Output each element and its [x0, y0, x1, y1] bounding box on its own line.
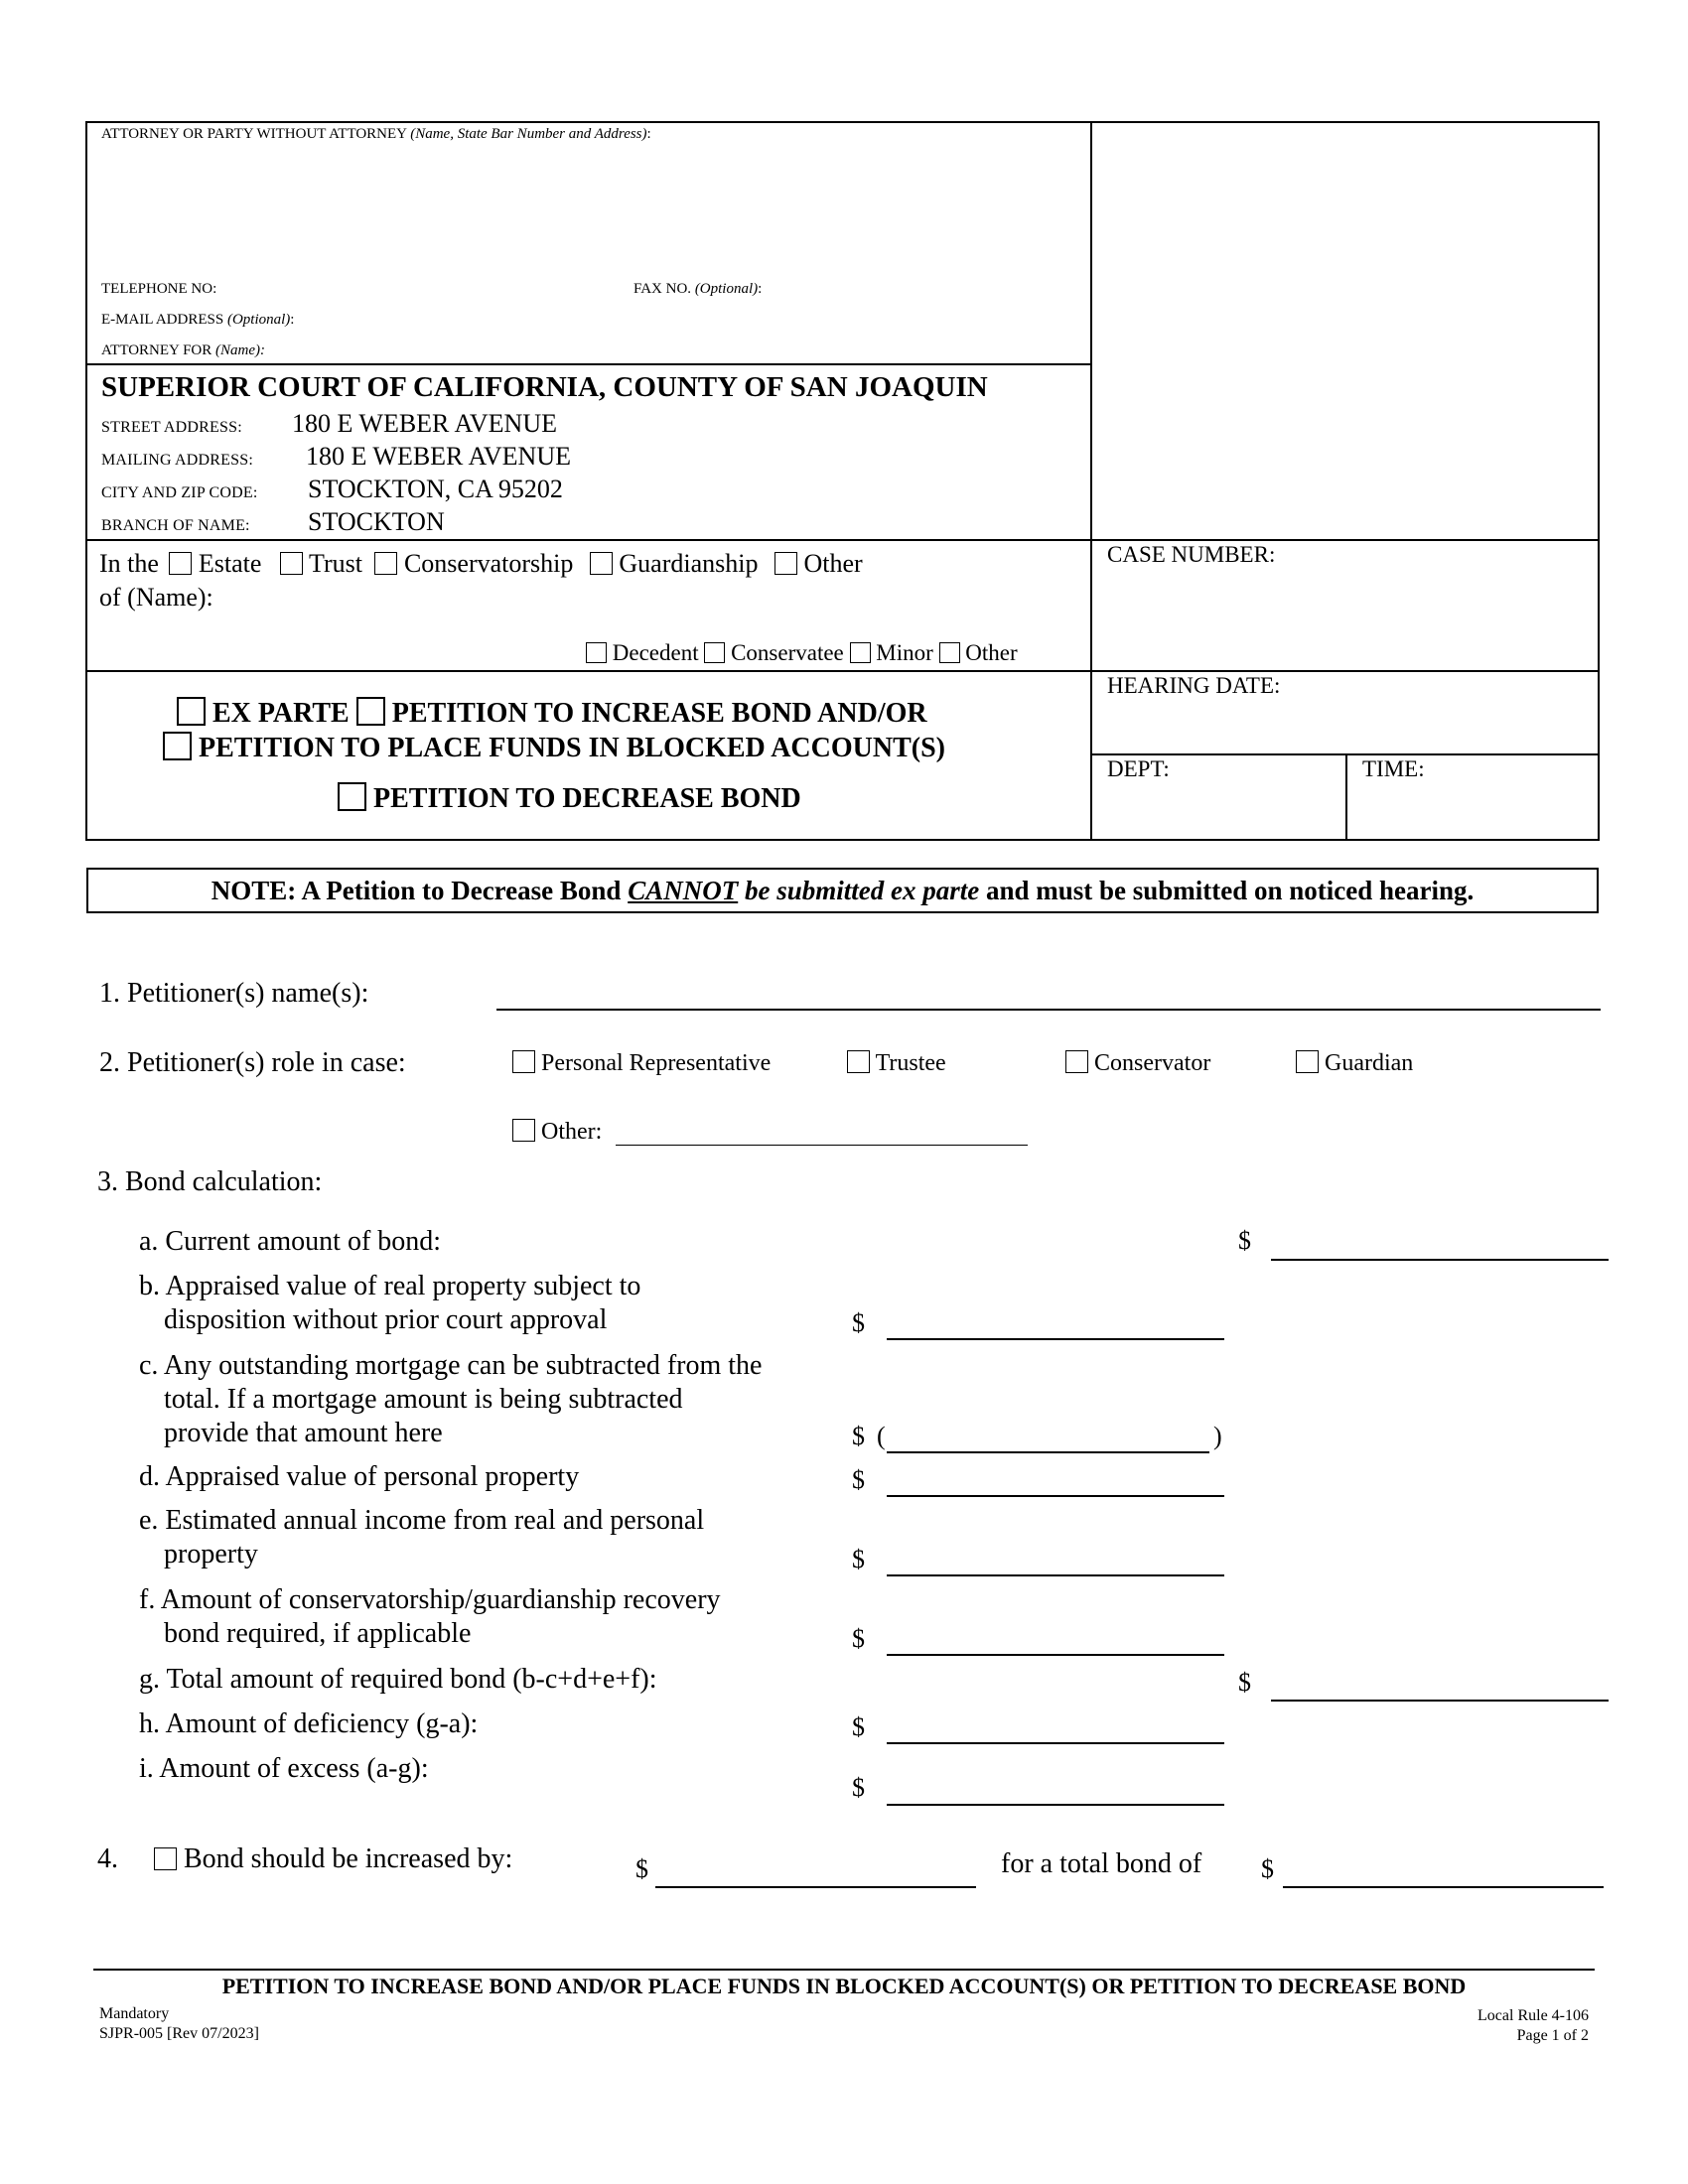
calc-i-line[interactable] [887, 1804, 1224, 1806]
calc-h-line[interactable] [887, 1742, 1224, 1744]
increase-bond-checkbox[interactable] [356, 697, 385, 726]
footer-rule [93, 1969, 1595, 1971]
trustee-checkbox[interactable] [847, 1050, 870, 1073]
role-trustee: Trustee [847, 1050, 946, 1077]
item-4-total-label: for a total bond of [1001, 1848, 1202, 1879]
petition-title-row-2: PETITION TO PLACE FUNDS IN BLOCKED ACCOUNT(S) [163, 732, 945, 764]
item-3-label: 3. Bond calculation: [97, 1166, 323, 1197]
footer-local-rule: Local Rule 4-106 [1477, 2007, 1589, 2024]
calc-b-label-2: disposition without prior court approval [164, 1304, 608, 1335]
guardianship-checkbox[interactable] [590, 552, 613, 575]
bond-increase-checkbox[interactable] [154, 1847, 177, 1870]
calc-c-label-3: provide that amount here [164, 1418, 443, 1448]
role-guardian: Guardian [1296, 1050, 1413, 1077]
item-2-label: 2. Petitioner(s) role in case: [99, 1047, 406, 1078]
total-bond-line[interactable] [1283, 1886, 1604, 1888]
hearing-date-label: HEARING DATE: [1107, 673, 1281, 698]
calc-f-line[interactable] [887, 1654, 1224, 1656]
increase-amount-line[interactable] [655, 1886, 976, 1888]
ex-parte-checkbox[interactable] [177, 697, 206, 726]
minor-checkbox[interactable] [850, 642, 871, 663]
estate-checkbox[interactable] [169, 552, 192, 575]
calc-c-label-1: c. Any outstanding mortgage can be subtracted from the [139, 1350, 763, 1381]
calc-h-dollar: $ [852, 1712, 865, 1741]
item-4-dollar-2: $ [1261, 1854, 1274, 1883]
calc-a-label: a. Current amount of bond: [139, 1226, 442, 1257]
email-label: E-MAIL ADDRESS (Optional): [101, 312, 295, 328]
footer-title: PETITION TO INCREASE BOND AND/OR PLACE FUNDS IN BLOCKED ACCOUNT(S) OR PETITION TO DECREASE BOND [221, 1974, 1467, 1998]
petition-title-row-1: EX PARTE PETITION TO INCREASE BOND AND/OR [177, 697, 927, 730]
role-conservator: Conservator [1065, 1050, 1210, 1077]
item-1-label: 1. Petitioner(s) name(s): [99, 978, 369, 1009]
other-role-line[interactable] [616, 1145, 1028, 1146]
item-4-label: Bond should be increased by: [154, 1843, 512, 1875]
time-label: TIME: [1362, 756, 1425, 781]
role-personal-rep: Personal Representative [512, 1050, 771, 1077]
calc-f-label-2: bond required, if applicable [164, 1618, 472, 1649]
calc-b-line[interactable] [887, 1338, 1224, 1340]
calc-d-line[interactable] [887, 1495, 1224, 1497]
calc-d-dollar: $ [852, 1465, 865, 1494]
attorney-for-label: ATTORNEY FOR (Name): [101, 342, 265, 358]
personal-representative-checkbox[interactable] [512, 1050, 535, 1073]
calc-a-line[interactable] [1271, 1259, 1609, 1261]
in-the-row: In the Estate Trust Conservatorship Guardianship Other [99, 549, 863, 578]
attorney-label: ATTORNEY OR PARTY WITHOUT ATTORNEY (Name, State Bar Number and Address): [101, 126, 651, 142]
calc-d-label: d. Appraised value of personal property [139, 1461, 580, 1492]
street-row: STREET ADDRESS: 180 E WEBER AVENUE [101, 409, 557, 438]
other-party-checkbox[interactable] [939, 642, 960, 663]
calc-e-dollar: $ [852, 1545, 865, 1573]
footer-mandatory: Mandatory [99, 2005, 170, 2022]
guardian-checkbox[interactable] [1296, 1050, 1319, 1073]
role-other: Other: [512, 1119, 602, 1146]
calc-c-open-paren: ( [877, 1422, 886, 1450]
matter-block-divider [85, 670, 1600, 672]
conservatorship-checkbox[interactable] [374, 552, 397, 575]
caption-divider-vertical [1090, 121, 1092, 841]
calc-g-line[interactable] [1271, 1700, 1609, 1702]
calc-a-dollar: $ [1238, 1226, 1251, 1255]
note-text: NOTE: A Petition to Decrease Bond CANNOT be submitted ex parte and must be submitted on noticed hearing. [211, 876, 1475, 905]
calc-i-label: i. Amount of excess (a-g): [139, 1753, 429, 1784]
telephone-label: TELEPHONE NO: [101, 281, 217, 297]
conservator-checkbox[interactable] [1065, 1050, 1088, 1073]
mailing-row: MAILING ADDRESS: 180 E WEBER AVENUE [101, 442, 571, 471]
footer-form-id: SJPR-005 [Rev 07/2023] [99, 2025, 259, 2042]
dept-label: DEPT: [1107, 756, 1170, 781]
trust-checkbox[interactable] [280, 552, 303, 575]
calc-c-line[interactable] [887, 1451, 1209, 1453]
calc-c-close-paren: ) [1213, 1422, 1222, 1450]
branch-row: BRANCH OF NAME: STOCKTON [101, 507, 445, 536]
decedent-checkbox[interactable] [586, 642, 607, 663]
case-number-label: CASE NUMBER: [1107, 542, 1276, 567]
fax-label: FAX NO. (Optional): [633, 281, 763, 297]
court-title: SUPERIOR COURT OF CALIFORNIA, COUNTY OF SAN JOAQUIN [101, 371, 988, 403]
calc-b-dollar: $ [852, 1308, 865, 1337]
dept-time-divider [1345, 753, 1347, 841]
footer-page: Page 1 of 2 [1516, 2027, 1589, 2044]
party-type-row: Decedent Conservatee Minor Other [586, 640, 1018, 666]
calc-e-label-2: property [164, 1539, 258, 1570]
calc-f-label-1: f. Amount of conservatorship/guardianship recovery [139, 1584, 721, 1615]
petition-title-row-3: PETITION TO DECREASE BOND [338, 782, 801, 815]
item-4-number: 4. [97, 1843, 118, 1874]
court-block-divider [85, 539, 1600, 541]
city-row: CITY AND ZIP CODE: STOCKTON, CA 95202 [101, 475, 563, 503]
other-matter-checkbox[interactable] [774, 552, 797, 575]
calc-h-label: h. Amount of deficiency (g-a): [139, 1708, 479, 1739]
petitioner-name-line[interactable] [496, 1009, 1601, 1011]
item-4-dollar-1: $ [635, 1854, 648, 1883]
calc-e-line[interactable] [887, 1574, 1224, 1576]
calc-g-label: g. Total amount of required bond (b-c+d+e+f): [139, 1664, 657, 1695]
calc-c-label-2: total. If a mortgage amount is being subtracted [164, 1384, 683, 1415]
calc-i-dollar: $ [852, 1773, 865, 1802]
blocked-account-checkbox[interactable] [163, 732, 192, 760]
other-role-checkbox[interactable] [512, 1119, 535, 1142]
calc-e-label-1: e. Estimated annual income from real and personal [139, 1505, 705, 1536]
attorney-block-divider [85, 363, 1092, 365]
calc-b-label-1: b. Appraised value of real property subject to [139, 1271, 641, 1301]
calc-f-dollar: $ [852, 1624, 865, 1653]
calc-g-dollar: $ [1238, 1668, 1251, 1697]
calc-c-dollar: $ [852, 1422, 865, 1450]
decrease-bond-checkbox[interactable] [338, 782, 366, 811]
conservatee-checkbox[interactable] [704, 642, 725, 663]
of-name-label: of (Name): [99, 583, 213, 612]
